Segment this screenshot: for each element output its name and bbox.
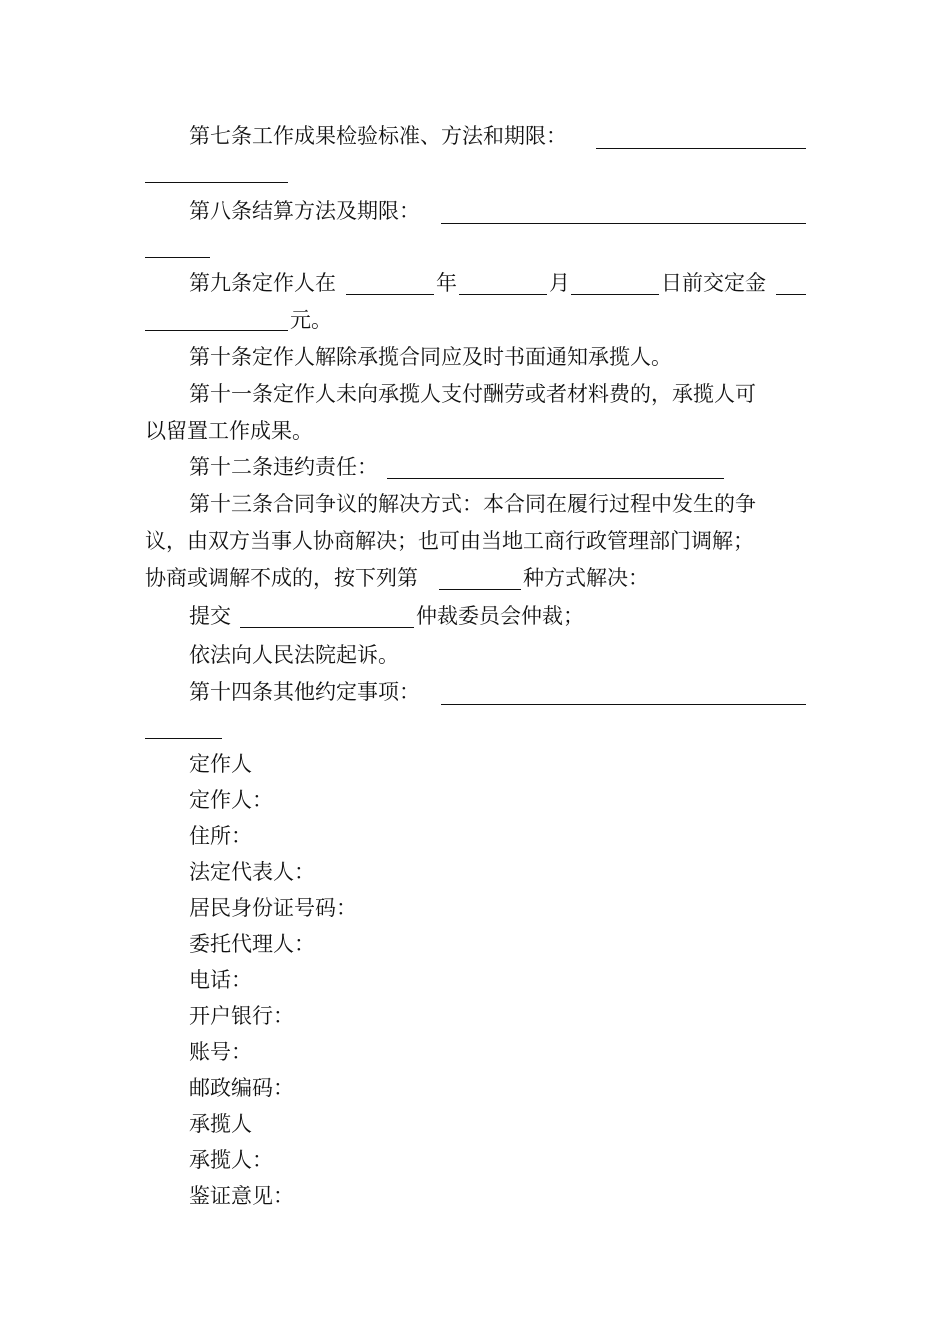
blank-day xyxy=(571,294,659,295)
article-11 xyxy=(0,376,950,412)
article-14 xyxy=(0,674,950,710)
option-1-suffix: 仲裁委员会仲裁； xyxy=(416,604,584,628)
article-7 xyxy=(0,118,950,154)
party-line xyxy=(0,962,950,998)
party-field-label: 住所： xyxy=(189,824,252,848)
article-12 xyxy=(0,449,950,485)
party-field-label: 定作人： xyxy=(189,788,273,812)
blank-line xyxy=(441,704,806,705)
party-line xyxy=(0,890,950,926)
party-field-label: 邮政编码： xyxy=(189,1076,294,1100)
party-line xyxy=(0,1106,950,1142)
blank-line xyxy=(145,738,222,739)
article-9-continuation xyxy=(0,302,950,338)
blank-method xyxy=(439,589,521,590)
blank-month xyxy=(459,294,547,295)
party-line xyxy=(0,926,950,962)
article-11-text: 第十一条定作人未向承揽人支付酬劳或者材料费的，承揽人可 xyxy=(189,382,756,406)
article-8-text: 第八条结算方法及期限： xyxy=(189,199,420,223)
article-8 xyxy=(0,193,950,229)
party-field-label: 电话： xyxy=(189,968,252,992)
blank-line xyxy=(145,182,288,183)
blank-line xyxy=(145,257,210,258)
party-field-label: 承揽人： xyxy=(189,1148,273,1172)
party-heading: 定作人 xyxy=(189,752,252,776)
year-label: 年 xyxy=(436,271,457,295)
party-field-label: 法定代表人： xyxy=(189,860,315,884)
article-13-line2 xyxy=(0,523,950,559)
article-11-line2 xyxy=(0,413,950,449)
party-line xyxy=(0,1070,950,1106)
party-line xyxy=(0,1142,950,1178)
endorsement-label: 鉴证意见： xyxy=(189,1184,294,1208)
article-14-continuation xyxy=(0,710,950,746)
article-12-text: 第十二条违约责任： xyxy=(189,455,378,479)
party-line xyxy=(0,782,950,818)
article-13 xyxy=(0,486,950,522)
article-13-text-end: 种方式解决： xyxy=(523,566,649,590)
article-14-text: 第十四条其他约定事项： xyxy=(189,680,420,704)
option-litigation xyxy=(0,637,950,673)
day-deposit-label: 日前交定金 xyxy=(661,271,766,295)
blank-arbitration xyxy=(240,627,414,628)
party-field-label: 居民身份证号码： xyxy=(189,896,357,920)
party-line xyxy=(0,746,950,782)
blank-line xyxy=(596,148,806,149)
article-10 xyxy=(0,339,950,375)
article-9-text: 第九条定作人在 xyxy=(189,271,336,295)
party-heading: 承揽人 xyxy=(189,1112,252,1136)
party-field-label: 委托代理人： xyxy=(189,932,315,956)
article-8-continuation xyxy=(0,229,950,265)
option-2-text: 依法向人民法院起诉。 xyxy=(189,643,399,667)
blank-line xyxy=(441,223,806,224)
blank-year xyxy=(346,294,434,295)
party-line xyxy=(0,998,950,1034)
blank-amount xyxy=(145,330,288,331)
blank-line xyxy=(387,478,724,479)
blank-line xyxy=(776,294,806,295)
article-13-text: 第十三条合同争议的解决方式：本合同在履行过程中发生的争 xyxy=(189,492,756,516)
article-13-line3 xyxy=(0,560,950,596)
party-line xyxy=(0,854,950,890)
month-label: 月 xyxy=(549,271,570,295)
article-7-text: 第七条工作成果检验标准、方法和期限： xyxy=(189,124,567,148)
party-line xyxy=(0,1178,950,1214)
article-9 xyxy=(0,265,950,301)
article-10-text: 第十条定作人解除承揽合同应及时书面通知承揽人。 xyxy=(189,345,672,369)
article-11-text-cont: 以留置工作成果。 xyxy=(145,419,313,443)
party-line xyxy=(0,1034,950,1070)
option-arbitration xyxy=(0,598,950,634)
article-13-text-cont: 协商或调解不成的，按下列第 xyxy=(145,566,418,590)
yuan-label: 元。 xyxy=(290,308,332,332)
party-line xyxy=(0,818,950,854)
article-13-text-cont: 议，由双方当事人协商解决；也可由当地工商行政管理部门调解； xyxy=(145,529,754,553)
option-1-prefix: 提交 xyxy=(189,604,231,628)
party-field-label: 开户银行： xyxy=(189,1004,294,1028)
party-field-label: 账号： xyxy=(189,1040,252,1064)
article-7-continuation xyxy=(0,154,950,190)
